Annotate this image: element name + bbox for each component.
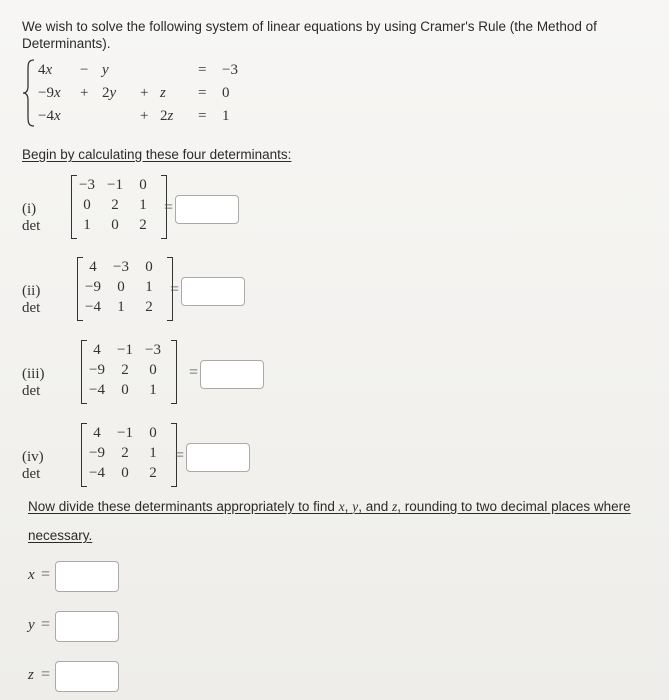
system-term-r1-c4: z <box>160 85 166 101</box>
matrix-cell: −4 <box>89 382 105 398</box>
system-term-r2-c3: + <box>140 108 149 124</box>
matrix-cell: 2 <box>145 299 153 315</box>
variable-label: x <box>28 567 35 583</box>
matrix-cell: 2 <box>121 362 129 378</box>
matrix-cell: 0 <box>145 259 153 275</box>
matrix-right-bracket <box>171 340 177 404</box>
matrix-cell: 1 <box>149 382 157 398</box>
matrix-cell: 0 <box>121 382 129 398</box>
matrix-cell: 1 <box>145 279 153 295</box>
matrix-cell: 2 <box>111 197 119 213</box>
left-brace-icon <box>22 58 36 128</box>
determinant-label: (ii) det <box>22 283 41 316</box>
variable-label: y <box>28 617 35 633</box>
matrix-cell: 0 <box>83 197 91 213</box>
system-term-r1-c6: 0 <box>222 85 230 101</box>
matrix-cell: 2 <box>149 465 157 481</box>
system-term-r1-c3: + <box>140 85 149 101</box>
system-term-r0-c0: 4x <box>38 62 53 78</box>
equals-sign: = <box>170 281 180 298</box>
matrix-cell: −1 <box>107 177 123 193</box>
determinant-answer-input-4[interactable] <box>186 443 250 472</box>
determinant-prompt: Begin by calculating these four determinants: <box>22 147 292 162</box>
matrix-cell: −3 <box>113 259 129 275</box>
matrix-cell: −3 <box>145 342 161 358</box>
variable-label: z <box>28 667 34 683</box>
determinant-answer-input-3[interactable] <box>200 360 264 389</box>
system-term-r0-c1: − <box>80 62 89 78</box>
determinant-answer-input-2[interactable] <box>181 277 245 306</box>
system-term-r1-c1: + <box>80 85 89 101</box>
determinant-answer-input-1[interactable] <box>175 195 239 224</box>
divide-prompt-line-1 <box>28 499 631 515</box>
matrix-cell: −1 <box>117 425 133 441</box>
matrix-cell: −9 <box>89 362 105 378</box>
matrix-cell: −9 <box>85 279 101 295</box>
matrix-cell: 2 <box>121 445 129 461</box>
z-answer-input[interactable] <box>55 661 119 692</box>
equals-sign: = <box>41 616 51 633</box>
intro-line-1: We wish to solve the following system of linear equations by using Cramer's Rule (the Method of <box>22 19 597 34</box>
equals-sign: = <box>41 666 51 683</box>
equation-system <box>22 58 252 128</box>
x-answer-input[interactable] <box>55 561 119 592</box>
intro-line-2: Determinants). <box>22 36 111 51</box>
matrix-cell: 4 <box>89 259 97 275</box>
matrix-cell: 1 <box>83 217 91 233</box>
system-term-r1-c2: 2y <box>102 85 117 101</box>
equals-sign: = <box>189 364 199 381</box>
matrix-cell: 1 <box>117 299 125 315</box>
matrix-cell: 0 <box>149 425 157 441</box>
system-term-r1-c0: −9x <box>38 85 61 101</box>
matrix-cell: −4 <box>85 299 101 315</box>
system-term-r0-c5: = <box>198 62 207 78</box>
matrix-cell: −3 <box>79 177 95 193</box>
system-term-r1-c5: = <box>198 85 207 101</box>
determinant-label: (iv) det <box>22 449 44 482</box>
matrix-cell: 0 <box>111 217 119 233</box>
determinant-label: (iii) det <box>22 366 45 399</box>
matrix-cell: −9 <box>89 445 105 461</box>
divide-prompt-text: Now divide these determinants appropriately to find x, y, and z, rounding to two decimal places where <box>28 499 631 514</box>
matrix-cell: 0 <box>121 465 129 481</box>
equals-sign: = <box>175 447 185 464</box>
matrix-cell: 0 <box>149 362 157 378</box>
determinant-label: (i) det <box>22 201 41 234</box>
system-term-r2-c6: 1 <box>222 108 230 124</box>
matrix-cell: 0 <box>117 279 125 295</box>
system-term-r2-c4: 2z <box>160 108 174 124</box>
divide-prompt-line-2: necessary. <box>28 528 93 543</box>
equals-sign: = <box>164 199 174 216</box>
matrix-cell: 1 <box>139 197 147 213</box>
matrix-cell: −1 <box>117 342 133 358</box>
system-term-r0-c6: −3 <box>222 62 238 78</box>
matrix-cell: 0 <box>139 177 147 193</box>
equals-sign: = <box>41 566 51 583</box>
system-term-r0-c2: y <box>102 62 109 78</box>
matrix-cell: 4 <box>93 425 101 441</box>
matrix-cell: 1 <box>149 445 157 461</box>
matrix-cell: −4 <box>89 465 105 481</box>
system-term-r2-c5: = <box>198 108 207 124</box>
y-answer-input[interactable] <box>55 611 119 642</box>
matrix-cell: 4 <box>93 342 101 358</box>
matrix-cell: 2 <box>139 217 147 233</box>
system-term-r2-c0: −4x <box>38 108 61 124</box>
